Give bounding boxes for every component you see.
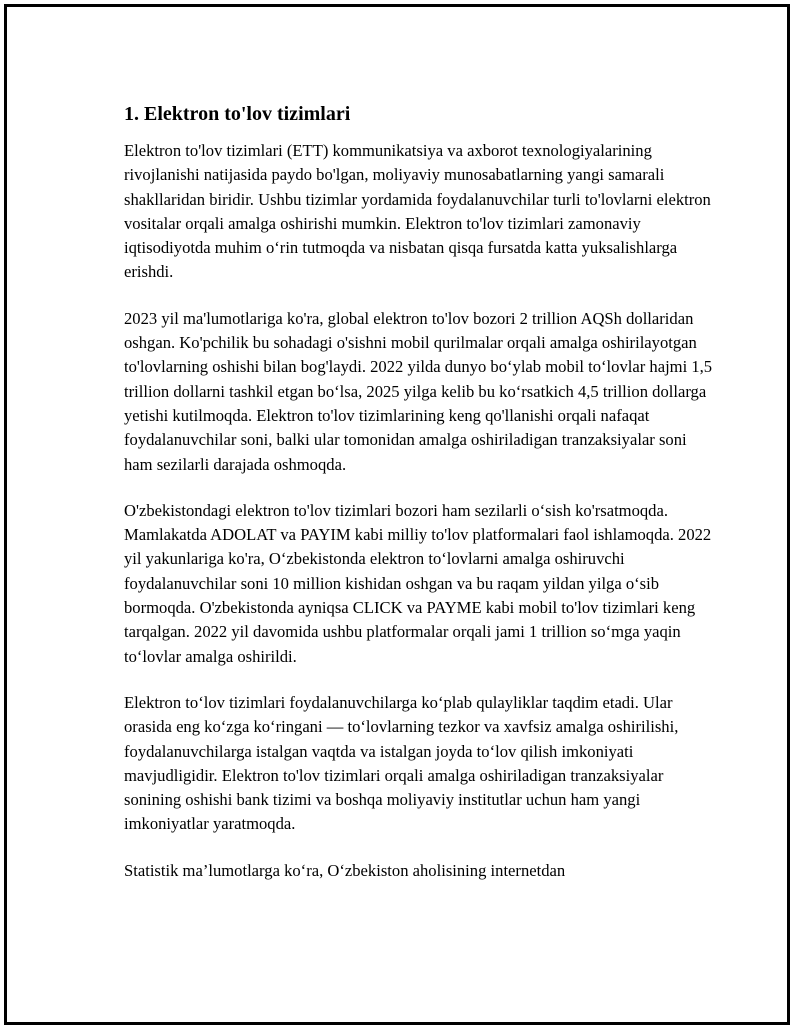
section-title: 1. Elektron to'lov tizimlari	[124, 103, 351, 125]
document-body	[124, 101, 714, 905]
paragraph-statistics: Statistik ma’lumotlarga ko‘ra, O‘zbekiston aholisining internetdan	[124, 860, 566, 880]
paragraph-benefits: Elektron to‘lov tizimlari foydalanuvchilarga ko‘plab qulayliklar taqdim etadi. Ular orasida eng ko‘zga ko‘ringani — to‘lovlarning tezkor va xavfsiz amalga oshirilishi, foydalanuvchilarga istalgan vaqtda va istalgan joyda to‘lov qilish imkoniyati mavjudligidir. Elektron to'lov tizimlari orqali amalga oshiriladigan tranzaksiyalar sonining oshishi bank tizimi va boshqa moliyaviy institutlar uchun ham yangi imkoniyatlar yaratmoqda.	[124, 692, 679, 834]
paragraph-intro: Elektron to'lov tizimlari (ETT) kommunikatsiya va axborot texnologiyalarining rivojlanishi natijasida paydo bo'lgan, moliyaviy munosabatlarning yangi samarali shakllaridan biridir. Ushbu tizimlar yordamida foydalanuvchilar turli to'lovlarni elektron vositalar orqali amalga oshirishi mumkin. Elektron to'lov tizimlari zamonaviy iqtisodiyotda muhim o‘rin tutmoqda va nisbatan qisqa fursatda katta yuksalishlarga erishdi.	[124, 141, 711, 282]
page-frame	[4, 4, 790, 1025]
paragraph-uzbekistan-market: O'zbekistondagi elektron to'lov tizimlari bozori ham sezilarli o‘sish ko'rsatmoqda. Mamlakatda ADOLAT va PAYIM kabi milliy to'lov platformalari faol ishlamoqda. 2022 yil yakunlariga ko'ra, O‘zbekistonda elektron to‘lovlarni amalga oshiruvchi foydalanuvchilar soni 10 million kishidan oshgan va bu raqam yildan yilga o‘sib bormoqda. O'zbekistonda ayniqsa CLICK va PAYME kabi mobil to'lov tizimlari keng tarqalgan. 2022 yil davomida ushbu platformalar orqali jami 1 trillion so‘mga yaqin to‘lovlar amalga oshirildi.	[124, 500, 712, 666]
paragraph-global-market: 2023 yil ma'lumotlariga ko'ra, global elektron to'lov bozori 2 trillion AQSh dollaridan oshgan. Ko'pchilik bu sohadagi o'sishni mobil qurilmalar orqali amalga oshirilayotgan to'lovlarning oshishi bilan bog'laydi. 2022 yilda dunyo bo‘ylab mobil to‘lovlar hajmi 1,5 trillion dollarni tashkil etgan bo‘lsa, 2025 yilga kelib bu ko‘rsatkich 4,5 trillion dollarga yetishi kutilmoqda. Elektron to'lov tizimlarining keng qo'llanishi orqali nafaqat foydalanuvchilar soni, balki ular tomonidan amalga oshiriladigan tranzaksiyalar soni ham sezilarli darajada oshmoqda.	[124, 308, 713, 474]
